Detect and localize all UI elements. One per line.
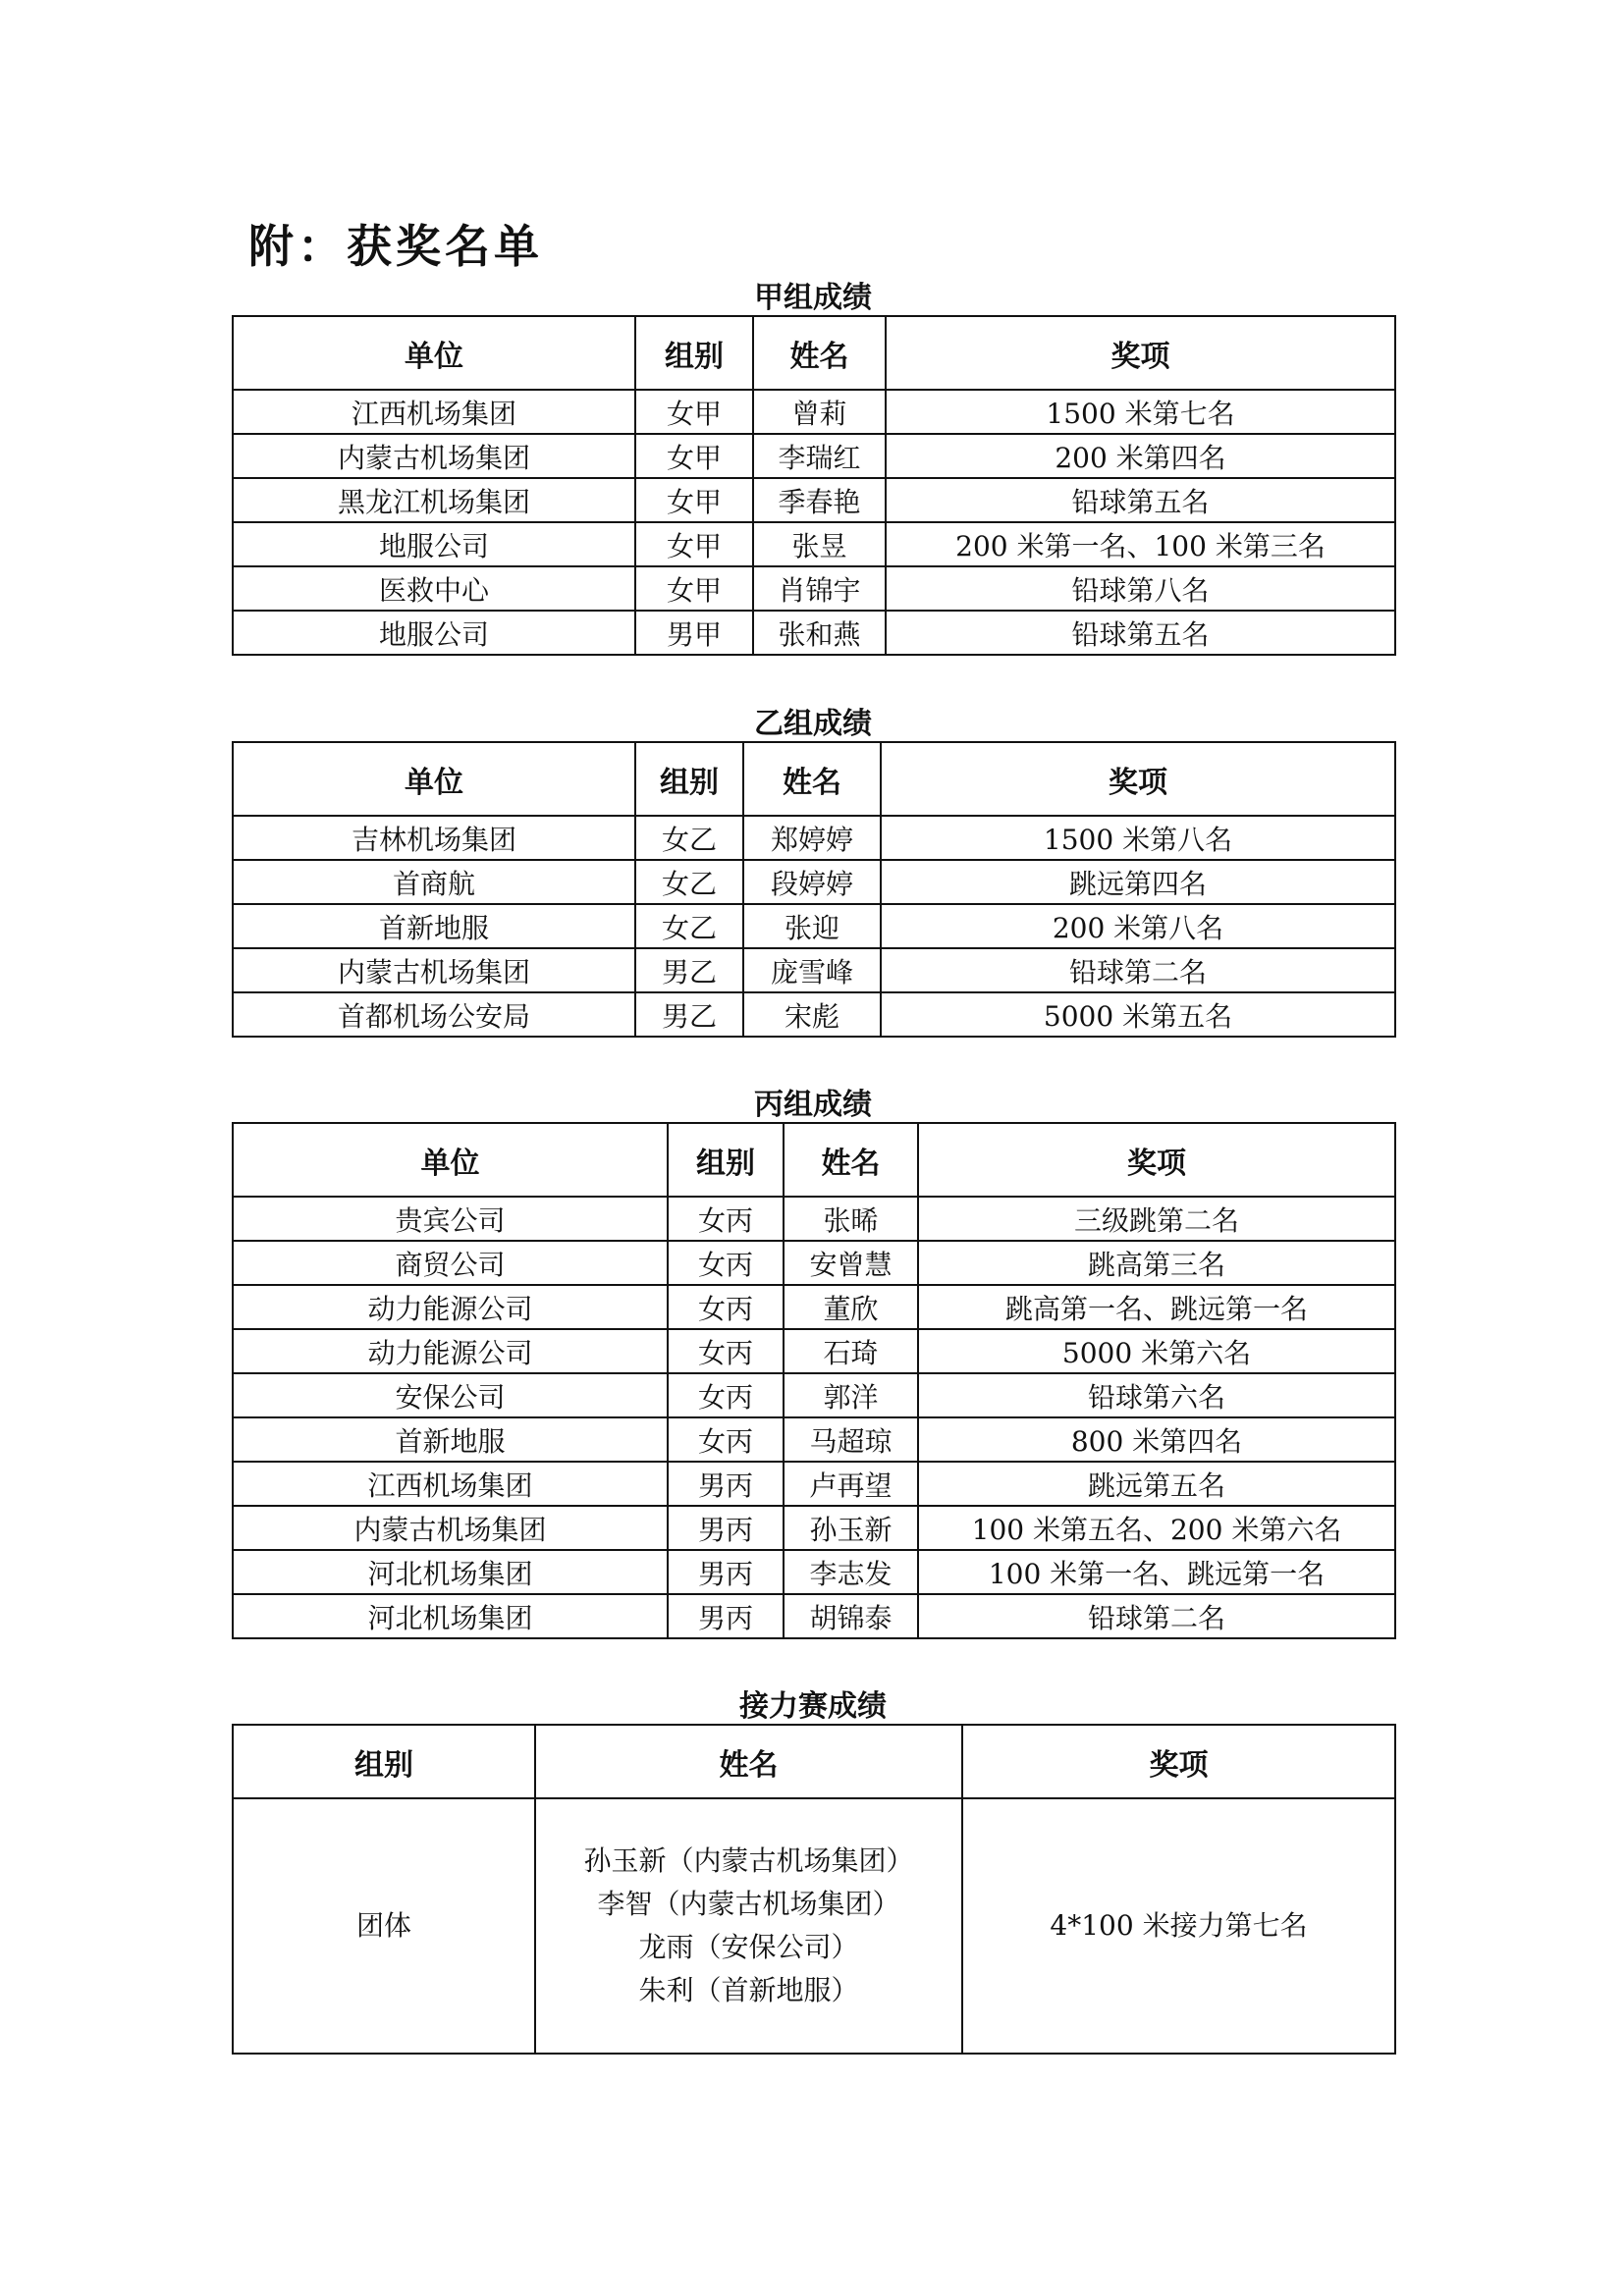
table-row	[233, 948, 1395, 992]
cell-name: 郑婷婷	[743, 816, 881, 860]
cell-unit: 动力能源公司	[233, 1285, 668, 1329]
cell-group: 男丙	[668, 1550, 784, 1594]
cell-group: 女甲	[635, 390, 753, 434]
cell-unit: 江西机场集团	[233, 390, 635, 434]
table-row	[233, 1417, 1395, 1462]
cell-award: 铅球第八名	[886, 566, 1395, 611]
cell-name: 张迎	[743, 904, 881, 948]
cell-award: 铅球第二名	[881, 948, 1395, 992]
cell-group: 女乙	[635, 860, 743, 904]
cell-award: 200 米第八名	[881, 904, 1395, 948]
cell-award: 800 米第四名	[918, 1417, 1395, 1462]
header-group: 组别	[233, 1725, 535, 1798]
cell-name: 张晞	[784, 1197, 918, 1241]
cell-group: 男乙	[635, 948, 743, 992]
cell-unit: 地服公司	[233, 611, 635, 655]
cell-group: 女甲	[635, 522, 753, 566]
cell-unit: 首商航	[233, 860, 635, 904]
header-name: 姓名	[753, 316, 886, 390]
cell-award: 1500 米第八名	[881, 816, 1395, 860]
cell-unit: 动力能源公司	[233, 1329, 668, 1373]
cell-name: 曾莉	[753, 390, 886, 434]
table-row	[233, 434, 1395, 478]
cell-group: 女甲	[635, 478, 753, 522]
cell-group: 男甲	[635, 611, 753, 655]
table-row	[233, 1550, 1395, 1594]
header-award: 奖项	[918, 1123, 1395, 1197]
cell-unit: 黑龙江机场集团	[233, 478, 635, 522]
group-a-table	[232, 315, 1396, 656]
cell-name: 石琦	[784, 1329, 918, 1373]
relay-title: 接力赛成绩	[739, 1689, 887, 1724]
table-row	[233, 522, 1395, 566]
cell-name: 季春艳	[753, 478, 886, 522]
header-unit: 单位	[233, 316, 635, 390]
cell-group: 男丙	[668, 1506, 784, 1550]
cell-unit: 河北机场集团	[233, 1594, 668, 1638]
cell-unit: 首新地服	[233, 904, 635, 948]
cell-group: 男丙	[668, 1462, 784, 1506]
relay-member: 孙玉新（内蒙古机场集团）	[583, 1844, 914, 1877]
table-row	[233, 1197, 1395, 1241]
cell-award: 4*100 米接力第七名	[962, 1798, 1395, 2054]
cell-group: 女甲	[635, 434, 753, 478]
cell-group: 女丙	[668, 1417, 784, 1462]
cell-name: 董欣	[784, 1285, 918, 1329]
cell-award: 1500 米第七名	[886, 390, 1395, 434]
cell-group: 男乙	[635, 992, 743, 1037]
cell-name: 孙玉新	[784, 1506, 918, 1550]
table-row	[233, 1506, 1395, 1550]
cell-award: 100 米第一名、跳远第一名	[918, 1550, 1395, 1594]
group-c-table	[232, 1122, 1396, 1639]
cell-award: 跳高第三名	[918, 1241, 1395, 1285]
cell-name: 庞雪峰	[743, 948, 881, 992]
cell-name: 郭洋	[784, 1373, 918, 1417]
cell-name: 卢再望	[784, 1462, 918, 1506]
cell-group: 女丙	[668, 1285, 784, 1329]
header-name: 姓名	[535, 1725, 962, 1798]
cell-group: 女丙	[668, 1241, 784, 1285]
table-row	[233, 1373, 1395, 1417]
table-row	[233, 1241, 1395, 1285]
table-row	[233, 478, 1395, 522]
group-b-title: 乙组成绩	[754, 707, 872, 741]
cell-unit: 河北机场集团	[233, 1550, 668, 1594]
cell-unit: 贵宾公司	[233, 1197, 668, 1241]
header-award: 奖项	[962, 1725, 1395, 1798]
cell-unit: 江西机场集团	[233, 1462, 668, 1506]
cell-award: 100 米第五名、200 米第六名	[918, 1506, 1395, 1550]
cell-award: 5000 米第六名	[918, 1329, 1395, 1373]
table-row	[233, 1462, 1395, 1506]
cell-unit: 医救中心	[233, 566, 635, 611]
cell-unit: 内蒙古机场集团	[233, 434, 635, 478]
cell-award: 三级跳第二名	[918, 1197, 1395, 1241]
group-a-title: 甲组成绩	[754, 281, 872, 315]
page-title: 附：获奖名单	[248, 220, 543, 273]
cell-group: 女丙	[668, 1329, 784, 1373]
header-group: 组别	[668, 1123, 784, 1197]
cell-award: 铅球第五名	[886, 478, 1395, 522]
table-row	[233, 1285, 1395, 1329]
header-name: 姓名	[743, 742, 881, 816]
cell-award: 跳远第五名	[918, 1462, 1395, 1506]
cell-award: 铅球第五名	[886, 611, 1395, 655]
cell-award: 铅球第六名	[918, 1373, 1395, 1417]
cell-award: 200 米第一名、100 米第三名	[886, 522, 1395, 566]
table-row	[233, 816, 1395, 860]
group-c-title: 丙组成绩	[754, 1088, 872, 1122]
table-row	[233, 904, 1395, 948]
header-unit: 单位	[233, 742, 635, 816]
cell-award: 200 米第四名	[886, 434, 1395, 478]
cell-unit: 内蒙古机场集团	[233, 1506, 668, 1550]
cell-name: 胡锦泰	[784, 1594, 918, 1638]
cell-group: 女乙	[635, 816, 743, 860]
cell-unit: 地服公司	[233, 522, 635, 566]
cell-unit: 首新地服	[233, 1417, 668, 1462]
table-header-row	[233, 1123, 1395, 1197]
table-row	[233, 860, 1395, 904]
cell-name: 安曾慧	[784, 1241, 918, 1285]
cell-name: 张和燕	[753, 611, 886, 655]
cell-name: 李志发	[784, 1550, 918, 1594]
cell-award: 跳远第四名	[881, 860, 1395, 904]
table-row	[233, 992, 1395, 1037]
table-row	[233, 1594, 1395, 1638]
cell-name: 张昱	[753, 522, 886, 566]
header-group: 组别	[635, 316, 753, 390]
cell-group: 女丙	[668, 1197, 784, 1241]
group-b-table	[232, 741, 1396, 1038]
table-row	[233, 390, 1395, 434]
table-header-row	[233, 1725, 1395, 1798]
cell-name: 李瑞红	[753, 434, 886, 478]
table-row	[233, 1798, 1395, 2054]
cell-group: 女乙	[635, 904, 743, 948]
header-award: 奖项	[881, 742, 1395, 816]
table-row	[233, 611, 1395, 655]
cell-name: 宋彪	[743, 992, 881, 1037]
cell-group: 女甲	[635, 566, 753, 611]
table-header-row	[233, 742, 1395, 816]
header-name: 姓名	[784, 1123, 918, 1197]
header-award: 奖项	[886, 316, 1395, 390]
header-group: 组别	[635, 742, 743, 816]
table-row	[233, 1329, 1395, 1373]
cell-group: 团体	[233, 1798, 535, 2054]
cell-unit: 商贸公司	[233, 1241, 668, 1285]
cell-group: 女丙	[668, 1373, 784, 1417]
header-unit: 单位	[233, 1123, 668, 1197]
relay-member: 龙雨（安保公司）	[638, 1931, 859, 1963]
cell-group: 男丙	[668, 1594, 784, 1638]
cell-award: 5000 米第五名	[881, 992, 1395, 1037]
cell-name: 段婷婷	[743, 860, 881, 904]
table-header-row	[233, 316, 1395, 390]
cell-award: 跳高第一名、跳远第一名	[918, 1285, 1395, 1329]
cell-unit: 吉林机场集团	[233, 816, 635, 860]
cell-unit: 首都机场公安局	[233, 992, 635, 1037]
cell-name: 马超琼	[784, 1417, 918, 1462]
cell-award: 铅球第二名	[918, 1594, 1395, 1638]
table-row	[233, 566, 1395, 611]
cell-members	[535, 1798, 962, 2054]
relay-member: 李智（内蒙古机场集团）	[597, 1888, 900, 1920]
cell-unit: 内蒙古机场集团	[233, 948, 635, 992]
relay-member: 朱利（首新地服）	[638, 1974, 859, 2006]
cell-unit: 安保公司	[233, 1373, 668, 1417]
relay-table	[232, 1724, 1396, 2055]
cell-name: 肖锦宇	[753, 566, 886, 611]
